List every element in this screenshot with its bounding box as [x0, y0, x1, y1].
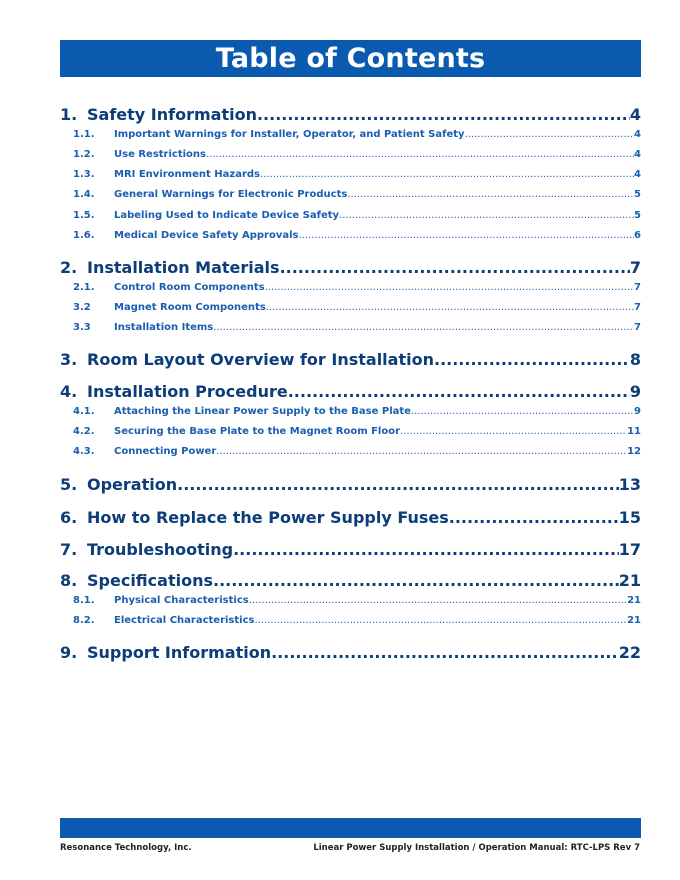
toc-dot-leader [449, 508, 619, 527]
toc-dot-leader [260, 169, 634, 180]
toc-dot-leader [213, 322, 634, 333]
toc-subsection-link[interactable] [60, 406, 641, 417]
toc-section-link[interactable] [60, 382, 641, 401]
toc-dot-leader [288, 382, 630, 401]
toc-number: 3. [60, 350, 78, 369]
toc-dot-leader [411, 406, 634, 417]
toc-page-number: 7 [634, 322, 641, 333]
toc-dot-leader [266, 302, 634, 313]
toc-dot-leader [339, 210, 634, 221]
toc-label: Room Layout Overview for Installation [87, 350, 434, 369]
toc-label: General Warnings for Electronic Products [114, 189, 348, 200]
toc-subsection-link[interactable] [60, 426, 641, 437]
toc-page-number: 9 [634, 406, 641, 417]
toc-number: 7. [60, 540, 78, 559]
toc-section-link[interactable] [60, 571, 641, 590]
toc-number: 3.2 [73, 302, 91, 313]
toc-number: 8. [60, 571, 78, 590]
toc-page-number: 22 [618, 643, 641, 662]
toc-subsection-link[interactable] [60, 615, 641, 626]
toc-number: 8.2. [73, 615, 95, 626]
toc-number: 1.2. [73, 149, 95, 160]
toc-dot-leader [206, 149, 634, 160]
toc-section-link[interactable] [60, 258, 641, 277]
toc-label: Support Information [87, 643, 272, 662]
toc-number: 6. [60, 508, 78, 527]
toc-page-number: 21 [627, 595, 641, 606]
toc-dot-leader [249, 595, 627, 606]
toc-label: Medical Device Safety Approvals [114, 230, 299, 241]
toc-page-number: 21 [618, 571, 641, 590]
toc-page-number: 12 [627, 446, 641, 457]
toc-dot-leader [257, 105, 630, 124]
toc-page-number: 5 [634, 210, 641, 221]
toc-label: Operation [87, 475, 178, 494]
toc-dot-leader [177, 475, 619, 494]
footer-company: Resonance Technology, Inc. [60, 843, 192, 853]
toc-page-number: 7 [634, 302, 641, 313]
toc-subsection-link[interactable] [60, 230, 641, 241]
toc-label: Attaching the Linear Power Supply to the Base Plate [114, 406, 411, 417]
toc-dot-leader [299, 230, 635, 241]
toc-subsection-link[interactable] [60, 322, 641, 333]
toc-section-link[interactable] [60, 540, 641, 559]
toc-number: 5. [60, 475, 78, 494]
toc-section-link[interactable] [60, 508, 641, 527]
toc-label: Troubleshooting [87, 540, 234, 559]
toc-section-link[interactable] [60, 350, 641, 369]
toc-number: 1.5. [73, 210, 95, 221]
toc-page-number: 17 [618, 540, 641, 559]
table-of-contents [60, 0, 641, 880]
toc-label: Connecting Power [114, 446, 217, 457]
toc-page-number: 5 [634, 189, 641, 200]
toc-page-number: 4 [634, 129, 641, 140]
toc-page-number: 11 [627, 426, 641, 437]
toc-label: How to Replace the Power Supply Fuses [87, 508, 449, 527]
toc-label: Control Room Components [114, 282, 265, 293]
toc-dot-leader [233, 540, 619, 559]
toc-label: Installation Items [114, 322, 214, 333]
toc-number: 4.1. [73, 406, 95, 417]
toc-page-number: 9 [629, 382, 641, 401]
toc-dot-leader [216, 446, 627, 457]
toc-number: 2. [60, 258, 78, 277]
footer-bar [60, 818, 641, 838]
toc-page-number: 4 [634, 149, 641, 160]
toc-number: 4.3. [73, 446, 95, 457]
toc-page-number: 8 [629, 350, 641, 369]
toc-label: MRI Environment Hazards [114, 169, 260, 180]
toc-dot-leader [213, 571, 619, 590]
toc-number: 9. [60, 643, 78, 662]
toc-dot-leader [347, 189, 634, 200]
toc-page-number: 6 [634, 230, 641, 241]
toc-label: Electrical Characteristics [114, 615, 255, 626]
toc-label: Physical Characteristics [114, 595, 249, 606]
toc-section-link[interactable] [60, 105, 641, 124]
toc-dot-leader [271, 643, 619, 662]
toc-subsection-link[interactable] [60, 189, 641, 200]
toc-label: Magnet Room Components [114, 302, 266, 313]
toc-section-link[interactable] [60, 643, 641, 662]
toc-subsection-link[interactable] [60, 302, 641, 313]
toc-page-number: 21 [627, 615, 641, 626]
toc-subsection-link[interactable] [60, 282, 641, 293]
toc-label: Securing the Base Plate to the Magnet Room Floor [114, 426, 401, 437]
toc-number: 1.3. [73, 169, 95, 180]
toc-subsection-link[interactable] [60, 149, 641, 160]
toc-label: Important Warnings for Installer, Operator, and Patient Safety [114, 129, 465, 140]
toc-dot-leader [254, 615, 627, 626]
toc-subsection-link[interactable] [60, 210, 641, 221]
toc-dot-leader [280, 258, 630, 277]
toc-dot-leader [400, 426, 627, 437]
toc-label: Installation Procedure [87, 382, 288, 401]
toc-subsection-link[interactable] [60, 129, 641, 140]
toc-page-number: 7 [634, 282, 641, 293]
toc-label: Specifications [87, 571, 213, 590]
toc-dot-leader [434, 350, 630, 369]
toc-dot-leader [465, 129, 634, 140]
toc-subsection-link[interactable] [60, 169, 641, 180]
toc-number: 4.2. [73, 426, 95, 437]
page-title: Table of Contents [215, 43, 486, 74]
toc-label: Use Restrictions [114, 149, 206, 160]
toc-page-number: 4 [634, 169, 641, 180]
toc-page-number: 7 [629, 258, 641, 277]
toc-subsection-link[interactable] [60, 595, 641, 606]
toc-number: 1.4. [73, 189, 95, 200]
toc-label: Labeling Used to Indicate Device Safety [114, 210, 340, 221]
toc-number: 1. [60, 105, 78, 124]
toc-page-number: 15 [618, 508, 641, 527]
toc-number: 3.3 [73, 322, 91, 333]
toc-number: 8.1. [73, 595, 95, 606]
toc-number: 2.1. [73, 282, 95, 293]
toc-label: Safety Information [87, 105, 257, 124]
toc-subsection-link[interactable] [60, 446, 641, 457]
toc-number: 4. [60, 382, 78, 401]
toc-section-link[interactable] [60, 475, 641, 494]
toc-page-number: 4 [629, 105, 641, 124]
footer-document-title: Linear Power Supply Installation / Operation Manual: RTC-LPS Rev 7 [313, 843, 640, 853]
toc-number: 1.1. [73, 129, 95, 140]
toc-dot-leader [265, 282, 634, 293]
toc-label: Installation Materials [87, 258, 280, 277]
toc-number: 1.6. [73, 230, 95, 241]
toc-page-number: 13 [618, 475, 641, 494]
